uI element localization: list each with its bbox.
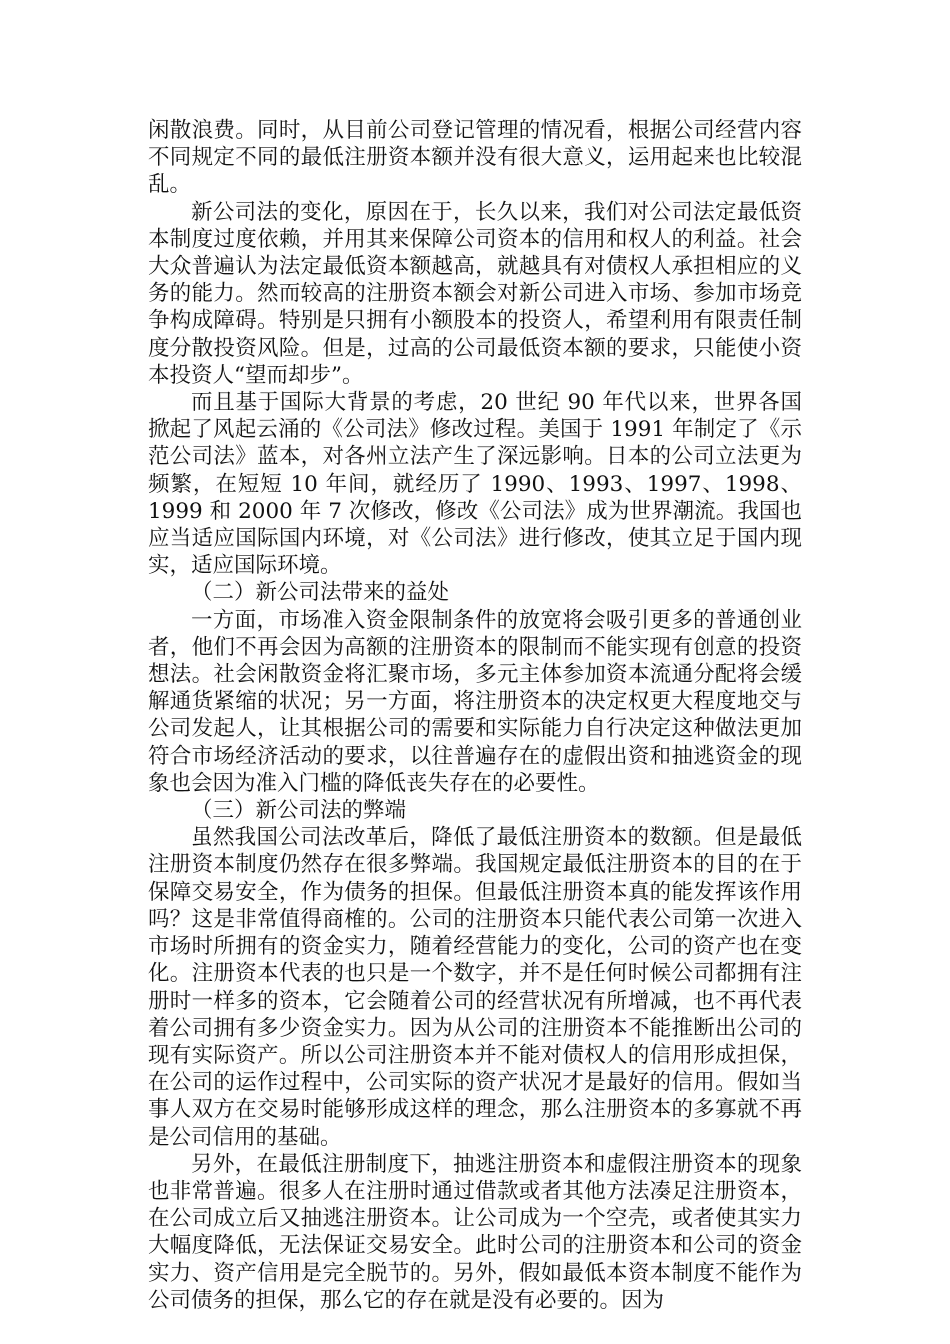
section-heading-drawbacks: （三）新公司法的弊端: [191, 798, 407, 824]
paragraph-drawbacks: 虽然我国公司法改革后，降低了最低注册资本的数额。但是最低注册资本制度仍然存在很多弊端。我国规定最低注册资本的目的在于保障交易安全，作为债务的担保。但最低注册资本真的能发挥该作用吗？这是非常值得商榷的。公司的注册资本只能代表公司第一次进入市场时所拥有的资金实力，随着经营能力的变化，公司的资产也在变化。注册资本代表的也只是一个数字，并不是任何时候公司都拥有注册时一样多的资本，它会随着公司的经营状况有所增减，也不再代表着公司拥有多少资金实力。因为从公司的注册资本不能推断出公司的现有实际资产。所以公司注册资本并不能对债权人的信用形成担保，在公司的运作过程中，公司实际的资产状况才是最好的信用。假如当事人双方在交易时能够形成这样的理念，那么注册资本的多寡就不再是公司信用的基础。: [148, 825, 802, 1150]
paragraph-benefits: 一方面，市场准入资金限制条件的放宽将会吸引更多的普通创业者，他们不再会因为高额的注册资本的限制而不能实现有创意的投资想法。社会闲散资金将汇聚市场，多元主体参加资本流通分配将会缓解通货紧缩的状况；另一方面，将注册资本的决定权更大程度地交与公司发起人，让其根据公司的需要和实际能力自行决定这种做法更加符合市场经济活动的要求，以往普遍存在的虚假出资和抽逃资金的现象也会因为准入门槛的降低丧失存在的必要性。: [148, 607, 802, 796]
paragraph-legal-change-reason: 新公司法的变化，原因在于，长久以来，我们对公司法定最低资本制度过度依赖，并用其来保障公司资本的信用和权人的利益。社会大众普遍认为法定最低资本额越高，就越具有对债权人承担相应的义务的能力。然而较高的注册资本额会对新公司进入市场、参加市场竞争构成障碍。特别是只拥有小额股本的投资人，希望利用有限责任制度分散投资风险。但是，过高的公司最低资本额的要求，只能使小资本投资人“望而却步”。: [148, 199, 802, 388]
paragraph-capital-withdrawal: 另外，在最低注册制度下，抽逃注册资本和虚假注册资本的现象也非常普遍。很多人在注册时通过借款或者其他方法凑足注册资本，在公司成立后又抽逃注册资本。让公司成为一个空壳，或者使其实力大幅度降低，无法保证交易安全。此时公司的注册资本和公司的资金实力、资产信用是完全脱节的。另外，假如最低本资本制度不能作为公司债务的担保，那么它的存在就是没有必要的。因为: [148, 1151, 802, 1313]
paragraph-international-background: 而且基于国际大背景的考虑，20 世纪 90 年代以来，世界各国掀起了风起云涌的《公司法》修改过程。美国于 1991 年制定了《示范公司法》蓝本，对各州立法产生了深远影响。日本的公司立法更为频繁，在短短 10 年间，就经历了 1990、1993、1997、1998、1999 和 2000 年 7 次修改，修改《公司法》成为世界潮流。我国也应当适应国际国内环境，对《公司法》进行修改，使其立足于国内现实，适应国际环境。: [148, 390, 802, 579]
paragraph-continued: 闲散浪费。同时，从目前公司登记管理的情况看，根据公司经营内容不同规定不同的最低注册资本额并没有很大意义，运用起来也比较混乱。: [148, 118, 802, 198]
section-heading-benefits: （二）新公司法带来的益处: [191, 580, 450, 606]
document-body: [148, 117, 802, 1314]
